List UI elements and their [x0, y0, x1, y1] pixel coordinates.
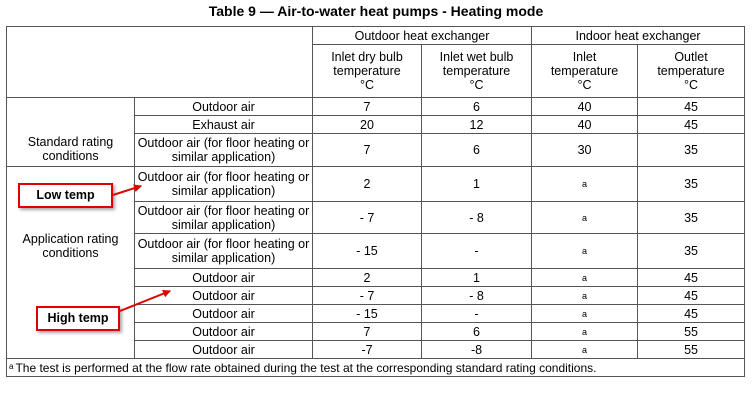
indoor-group-header: Indoor heat exchanger — [532, 27, 745, 45]
wet-bulb-cell: - 8 — [422, 202, 532, 234]
wet-bulb-cell: -8 — [422, 341, 532, 359]
application-conditions-label: Application rating conditions — [7, 167, 135, 359]
outlet-cell: 35 — [638, 234, 745, 269]
source-cell: Exhaust air — [135, 116, 313, 134]
outlet-cell: 45 — [638, 98, 745, 116]
source-cell: Outdoor air (for floor heating or similar application) — [135, 167, 313, 202]
outlet-cell: 35 — [638, 167, 745, 202]
source-cell: Outdoor air — [135, 269, 313, 287]
dry-bulb-cell: 2 — [313, 269, 422, 287]
inlet-cell: a — [532, 269, 638, 287]
dry-bulb-cell: - 7 — [313, 202, 422, 234]
wet-bulb-cell: - — [422, 305, 532, 323]
inlet-cell: 40 — [532, 98, 638, 116]
dry-bulb-cell: 7 — [313, 323, 422, 341]
outdoor-group-header: Outdoor heat exchanger — [313, 27, 532, 45]
source-cell: Outdoor air — [135, 287, 313, 305]
dry-bulb-header: Inlet dry bulb temperature °C — [313, 45, 422, 98]
dry-bulb-cell: 7 — [313, 134, 422, 167]
inlet-cell: a — [532, 234, 638, 269]
dry-bulb-cell: 2 — [313, 167, 422, 202]
wet-bulb-cell: - — [422, 234, 532, 269]
wet-bulb-cell: 6 — [422, 323, 532, 341]
inlet-cell: a — [532, 287, 638, 305]
footnote-mark: a — [9, 361, 14, 371]
dry-bulb-cell: - 15 — [313, 305, 422, 323]
source-cell: Outdoor air (for floor heating or similar application) — [135, 134, 313, 167]
outlet-cell: 55 — [638, 323, 745, 341]
low-temp-callout: Low temp — [18, 183, 113, 208]
source-cell: Outdoor air (for floor heating or similar application) — [135, 202, 313, 234]
outlet-cell: 45 — [638, 287, 745, 305]
table-title: Table 9 — Air-to-water heat pumps - Heating mode — [208, 3, 544, 19]
outlet-cell: 45 — [638, 305, 745, 323]
source-cell: Outdoor air — [135, 341, 313, 359]
dry-bulb-cell: -7 — [313, 341, 422, 359]
outlet-temp-header: Outlet temperature °C — [638, 45, 745, 98]
wet-bulb-cell: 6 — [422, 134, 532, 167]
standard-conditions-label: Standard rating conditions — [7, 98, 135, 167]
source-cell: Outdoor air — [135, 305, 313, 323]
dry-bulb-cell: 7 — [313, 98, 422, 116]
wet-bulb-cell: 1 — [422, 269, 532, 287]
inlet-cell: a — [532, 167, 638, 202]
inlet-temp-header: Inlet temperature °C — [532, 45, 638, 98]
table-row — [7, 167, 745, 202]
wet-bulb-cell: 12 — [422, 116, 532, 134]
inlet-cell: a — [532, 305, 638, 323]
dry-bulb-cell: 20 — [313, 116, 422, 134]
footnote — [7, 359, 745, 377]
source-cell: Outdoor air (for floor heating or similar application) — [135, 234, 313, 269]
high-temp-callout: High temp — [36, 306, 120, 331]
outlet-cell: 45 — [638, 269, 745, 287]
dry-bulb-cell: - 15 — [313, 234, 422, 269]
dry-bulb-cell: - 7 — [313, 287, 422, 305]
outlet-cell: 35 — [638, 202, 745, 234]
wet-bulb-header: Inlet wet bulb temperature °C — [422, 45, 532, 98]
inlet-cell: a — [532, 341, 638, 359]
inlet-cell: 30 — [532, 134, 638, 167]
source-cell: Outdoor air — [135, 323, 313, 341]
wet-bulb-cell: 1 — [422, 167, 532, 202]
table-row — [7, 98, 745, 116]
outlet-cell: 55 — [638, 341, 745, 359]
inlet-cell: a — [532, 323, 638, 341]
wet-bulb-cell: - 8 — [422, 287, 532, 305]
wet-bulb-cell: 6 — [422, 98, 532, 116]
inlet-cell: 40 — [532, 116, 638, 134]
inlet-cell: a — [532, 202, 638, 234]
outlet-cell: 35 — [638, 134, 745, 167]
footnote-text: The test is performed at the flow rate obtained during the test at the corresponding standard rating conditions. — [15, 360, 597, 375]
outlet-cell: 45 — [638, 116, 745, 134]
header-blank — [7, 27, 313, 98]
source-cell: Outdoor air — [135, 98, 313, 116]
